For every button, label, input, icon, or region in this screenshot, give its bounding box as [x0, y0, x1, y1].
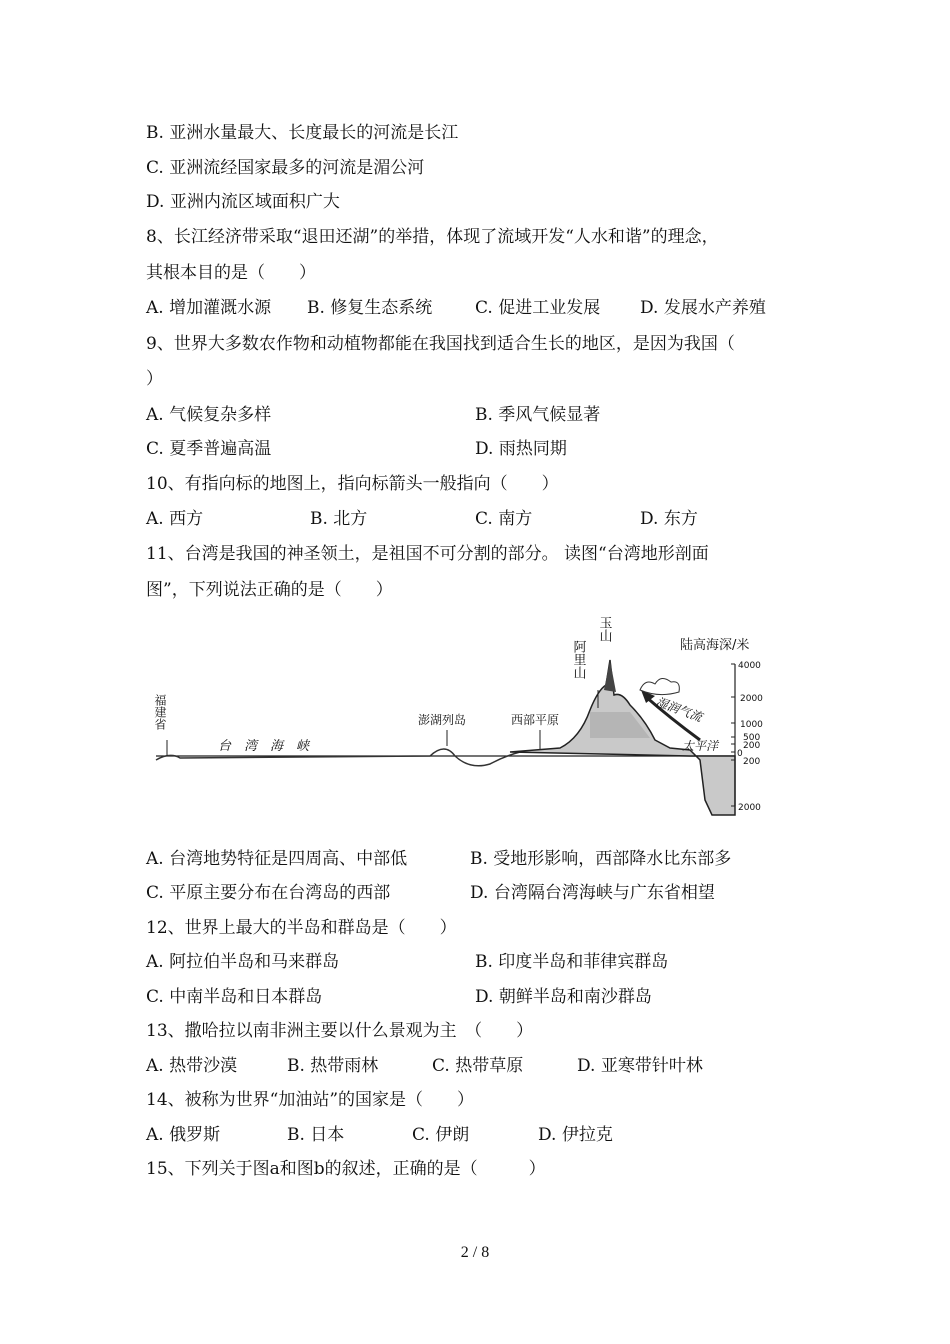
- question-10-stem: 10、有指向标的地图上，指向标箭头一般指向（ ）: [146, 474, 559, 494]
- question-7-option-c: C. 亚洲流经国家最多的河流是湄公河: [146, 158, 425, 178]
- question-12-option-d: D. 朝鲜半岛和南沙群岛: [475, 987, 652, 1007]
- question-9-option-a: A. 气候复杂多样: [146, 405, 272, 425]
- page-number: 2 / 8: [460, 1244, 490, 1261]
- tick-label: 2000: [740, 694, 763, 704]
- yushan-peak-shape: [604, 660, 616, 692]
- question-15-stem: 15、下列关于图a和图b的叙述，正确的是（ ）: [146, 1159, 546, 1179]
- question-10-option-b: B. 北方: [310, 509, 368, 529]
- question-13-stem: 13、撒哈拉以南非洲主要以什么景观为主 （ ）: [146, 1021, 534, 1041]
- question-12-option-c: C. 中南半岛和日本群岛: [146, 987, 323, 1007]
- tick-label: 200: [743, 757, 761, 767]
- question-11-option-a: A. 台湾地势特征是四周高、中部低: [146, 849, 408, 869]
- cloud-icon: [640, 678, 679, 694]
- question-14-option-d: D. 伊拉克: [538, 1125, 613, 1145]
- question-8-option-d: D. 发展水产养殖: [640, 298, 766, 318]
- question-9-option-b: B. 季风气候显著: [475, 405, 601, 425]
- question-13-option-b: B. 热带雨林: [287, 1056, 379, 1076]
- label-penghu: 澎湖列岛: [418, 713, 467, 727]
- axis-title: 陆高海深/米: [680, 638, 750, 653]
- question-8-stem-cont: 其根本目的是（ ）: [146, 263, 316, 283]
- question-14-stem: 14、被称为世界“加油站”的国家是（ ）: [146, 1090, 475, 1110]
- question-8-option-a: A. 增加灌溉水源: [146, 298, 272, 318]
- label-west-plain: 西部平原: [511, 713, 560, 727]
- question-13-option-d: D. 亚寒带针叶林: [577, 1056, 703, 1076]
- question-13-option-c: C. 热带草原: [432, 1056, 524, 1076]
- question-12-stem: 12、世界上最大的半岛和群岛是（ ）: [146, 918, 457, 938]
- question-11-stem: 11、台湾是我国的神圣领土，是祖国不可分割的部分。 读图“台湾地形剖面: [146, 544, 709, 564]
- label-yushan: 玉山: [596, 616, 612, 642]
- question-11-option-c: C. 平原主要分布在台湾岛的西部: [146, 883, 391, 903]
- question-10-option-c: C. 南方: [475, 509, 533, 529]
- question-8-option-b: B. 修复生态系统: [307, 298, 433, 318]
- question-9-stem: 9、世界大多数农作物和动植物都能在我国找到适合生长的地区，是因为我国（: [146, 334, 735, 354]
- question-8-option-c: C. 促进工业发展: [475, 298, 601, 318]
- label-pacific: 太平洋: [682, 739, 719, 753]
- taiwan-terrain-profile-figure: [150, 610, 790, 825]
- question-10-option-a: A. 西方: [146, 509, 204, 529]
- tick-label: 2000: [738, 803, 761, 813]
- question-7-option-b: B. 亚洲水量最大、长度最长的河流是长江: [146, 123, 459, 143]
- question-9-stem-cont: ）: [146, 369, 163, 389]
- question-12-option-b: B. 印度半岛和菲律宾群岛: [475, 952, 669, 972]
- label-strait: 台 湾 海 峡: [218, 739, 310, 754]
- question-11-stem-cont: 图”，下列说法正确的是（ ）: [146, 580, 393, 600]
- question-12-option-a: A. 阿拉伯半岛和马来群岛: [146, 952, 340, 972]
- strait-floor-outline: [156, 749, 520, 766]
- label-fujian: 福建省: [153, 694, 167, 730]
- question-10-option-d: D. 东方: [640, 509, 698, 529]
- tick-label: 0: [737, 749, 743, 759]
- question-14-option-a: A. 俄罗斯: [146, 1125, 221, 1145]
- label-alishan: 阿里山: [570, 640, 586, 679]
- question-7-option-d: D. 亚洲内流区域面积广大: [146, 192, 340, 212]
- tick-label: 500: [743, 733, 761, 743]
- label-airflow: 湿润气流: [653, 694, 704, 725]
- question-14-option-c: C. 伊朗: [412, 1125, 470, 1145]
- tick-label: 200: [743, 741, 761, 751]
- question-13-option-a: A. 热带沙漠: [146, 1056, 238, 1076]
- question-9-option-d: D. 雨热同期: [475, 439, 567, 459]
- tick-label: 4000: [738, 661, 761, 671]
- question-14-option-b: B. 日本: [287, 1125, 345, 1145]
- question-9-option-c: C. 夏季普遍高温: [146, 439, 272, 459]
- tick-label: 1000: [740, 720, 763, 730]
- question-11-option-d: D. 台湾隔台湾海峡与广东省相望: [470, 883, 715, 903]
- question-8-stem: 8、长江经济带采取“退田还湖”的举措，体现了流域开发“人水和谐”的理念，: [146, 227, 719, 247]
- question-11-option-b: B. 受地形影响，西部降水比东部多: [470, 849, 732, 869]
